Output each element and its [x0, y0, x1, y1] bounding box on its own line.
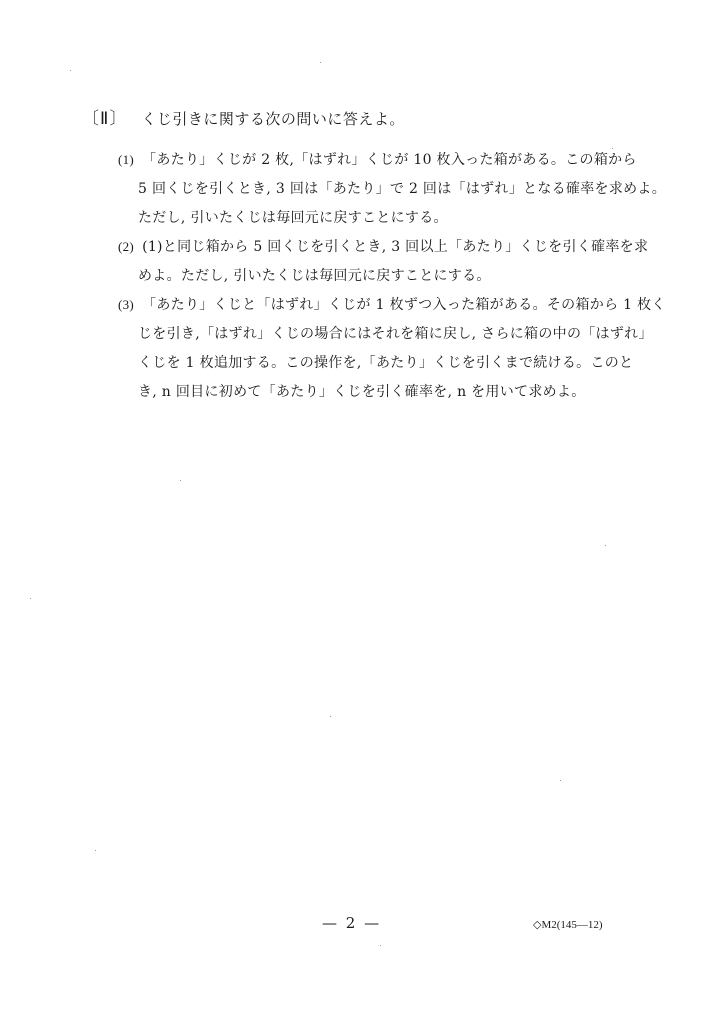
problem-line	[118, 145, 637, 175]
problem-line: ただし, 引いたくじは毎回元に戻すことにする。	[138, 210, 448, 226]
problem-3	[118, 290, 666, 407]
exam-code: ◇M2(145—12)	[533, 919, 603, 931]
section-number: 〔Ⅱ〕	[82, 109, 128, 128]
scan-speck	[605, 545, 606, 546]
problem-text: 「あたり」くじと「はずれ」くじが 1 枚ずつ入った箱がある。その箱から 1 枚く	[142, 297, 666, 313]
problem-text: (1)と同じ箱から 5 回くじを引くとき, 3 回以上「あたり」くじを引く確率を求	[142, 239, 649, 255]
problem-line: じを引き,「はずれ」くじの場合にはそれを箱に戻し, さらに箱の中の「はずれ」	[138, 326, 653, 342]
scan-speck	[95, 850, 96, 851]
problem-label: (3)	[118, 297, 135, 312]
section-header	[82, 104, 405, 129]
scan-speck	[320, 62, 321, 63]
section-intro: くじ引きに関する次の問いに答えよ。	[141, 110, 405, 128]
problem-line: くじを 1 枚追加する。この操作を,「あたり」くじを引くまで続ける。このと	[138, 355, 634, 371]
scan-speck	[330, 716, 331, 717]
problem-line: 5 回くじを引くとき, 3 回は「あたり」で 2 回は「はずれ」となる確率を求めよ。	[138, 181, 667, 197]
problem-1	[118, 145, 667, 233]
problem-line	[118, 232, 649, 262]
scan-speck	[70, 70, 71, 71]
scan-speck	[560, 780, 561, 781]
problem-line: き, n 回目に初めて「あたり」くじを引く確率を, n を用いて求めよ。	[138, 384, 586, 400]
problem-line: めよ。ただし, 引いたくじは毎回元に戻すことにする。	[138, 268, 491, 284]
scan-speck	[180, 480, 181, 481]
problem-label: (1)	[118, 152, 135, 167]
scan-speck	[30, 598, 31, 599]
page-number: — 2 —	[322, 914, 382, 932]
problem-2	[118, 232, 649, 291]
problem-text: 「あたり」くじが 2 枚,「はずれ」くじが 10 枚入った箱がある。この箱から	[142, 152, 637, 168]
problem-line	[118, 290, 666, 320]
scan-speck	[612, 148, 613, 149]
scan-speck	[380, 945, 381, 946]
problem-label: (2)	[118, 239, 135, 254]
